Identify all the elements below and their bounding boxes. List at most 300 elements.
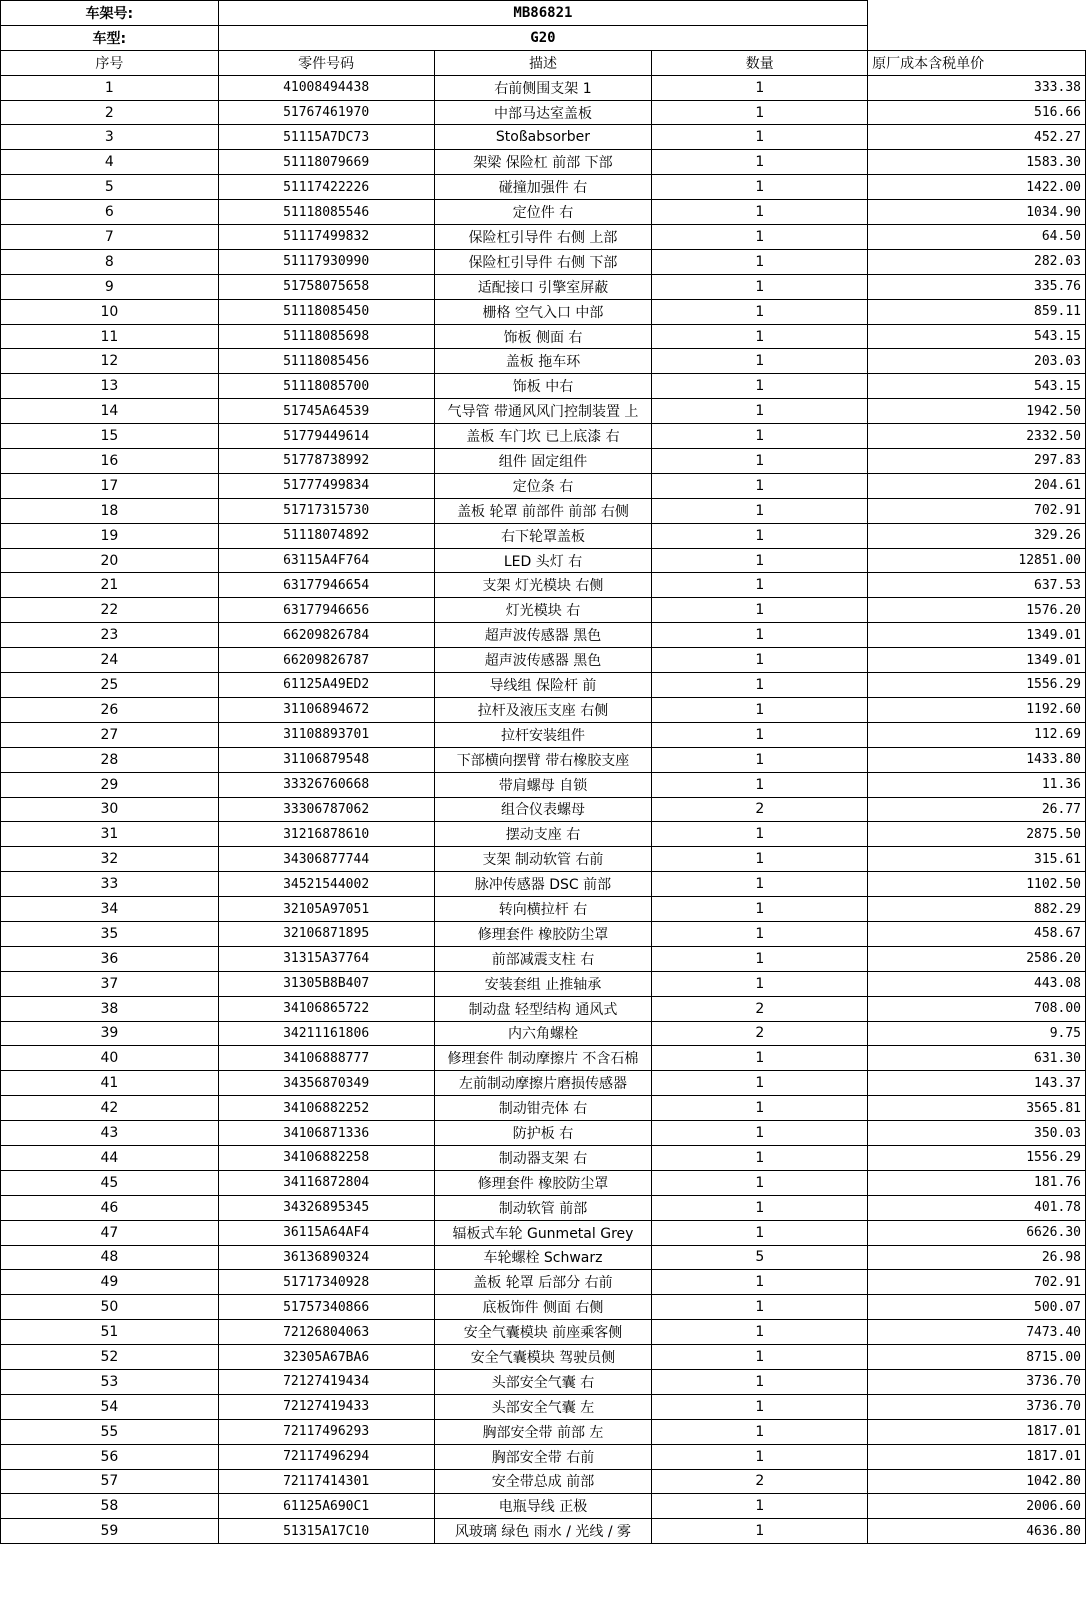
row-index-cell[interactable]: 40 [1, 1046, 219, 1071]
unit-price-cell[interactable]: 702.91 [868, 498, 1086, 523]
row-index-cell[interactable]: 36 [1, 946, 219, 971]
row-index-cell[interactable]: 14 [1, 399, 219, 424]
quantity-cell[interactable]: 1 [652, 1195, 868, 1220]
description-cell[interactable]: 修理套件 制动摩擦片 不含石棉 [434, 1046, 652, 1071]
row-index-cell[interactable]: 16 [1, 449, 219, 474]
part-number-cell[interactable]: 51778738992 [218, 449, 434, 474]
unit-price-cell[interactable]: 2332.50 [868, 424, 1086, 449]
quantity-cell[interactable]: 1 [652, 872, 868, 897]
description-cell[interactable]: 内六角螺栓 [434, 1021, 652, 1046]
quantity-cell[interactable]: 1 [652, 1096, 868, 1121]
part-number-cell[interactable]: 34326895345 [218, 1195, 434, 1220]
description-cell[interactable]: 保险杠引导件 右侧 下部 [434, 249, 652, 274]
row-index-cell[interactable]: 20 [1, 548, 219, 573]
part-number-cell[interactable]: 31216878610 [218, 822, 434, 847]
part-number-cell[interactable]: 34356870349 [218, 1071, 434, 1096]
description-cell[interactable]: 碰撞加强件 右 [434, 175, 652, 200]
unit-price-cell[interactable]: 181.76 [868, 1170, 1086, 1195]
unit-price-cell[interactable]: 64.50 [868, 225, 1086, 250]
row-index-cell[interactable]: 8 [1, 249, 219, 274]
quantity-cell[interactable]: 1 [652, 548, 868, 573]
row-index-cell[interactable]: 56 [1, 1444, 219, 1469]
unit-price-cell[interactable]: 1942.50 [868, 399, 1086, 424]
quantity-cell[interactable]: 1 [652, 225, 868, 250]
part-number-cell[interactable]: 34211161806 [218, 1021, 434, 1046]
model-value[interactable]: G20 [218, 25, 867, 50]
row-index-cell[interactable]: 53 [1, 1369, 219, 1394]
unit-price-cell[interactable]: 11.36 [868, 772, 1086, 797]
description-cell[interactable]: 饰板 中右 [434, 374, 652, 399]
description-cell[interactable]: 胸部安全带 前部 左 [434, 1419, 652, 1444]
quantity-cell[interactable]: 1 [652, 1345, 868, 1370]
part-number-cell[interactable]: 36115A64AF4 [218, 1220, 434, 1245]
part-number-cell[interactable]: 32305A67BA6 [218, 1345, 434, 1370]
row-index-cell[interactable]: 28 [1, 747, 219, 772]
unit-price-cell[interactable]: 637.53 [868, 573, 1086, 598]
unit-price-cell[interactable]: 203.03 [868, 349, 1086, 374]
row-index-cell[interactable]: 46 [1, 1195, 219, 1220]
row-index-cell[interactable]: 30 [1, 797, 219, 822]
row-index-cell[interactable]: 48 [1, 1245, 219, 1270]
row-index-cell[interactable]: 2 [1, 100, 219, 125]
description-cell[interactable]: 电瓶导线 正极 [434, 1494, 652, 1519]
row-index-cell[interactable]: 7 [1, 225, 219, 250]
unit-price-cell[interactable]: 9.75 [868, 1021, 1086, 1046]
part-number-cell[interactable]: 33306787062 [218, 797, 434, 822]
unit-price-cell[interactable]: 1102.50 [868, 872, 1086, 897]
description-cell[interactable]: 灯光模块 右 [434, 598, 652, 623]
part-number-cell[interactable]: 51117422226 [218, 175, 434, 200]
part-number-cell[interactable]: 34106882252 [218, 1096, 434, 1121]
description-cell[interactable]: 胸部安全带 右前 [434, 1444, 652, 1469]
row-index-cell[interactable]: 29 [1, 772, 219, 797]
row-index-cell[interactable]: 24 [1, 648, 219, 673]
quantity-cell[interactable]: 1 [652, 1320, 868, 1345]
part-number-cell[interactable]: 61125A49ED2 [218, 673, 434, 698]
quantity-cell[interactable]: 1 [652, 473, 868, 498]
part-number-cell[interactable]: 31315A37764 [218, 946, 434, 971]
description-cell[interactable]: 修理套件 橡胶防尘罩 [434, 1170, 652, 1195]
row-index-cell[interactable]: 50 [1, 1295, 219, 1320]
unit-price-cell[interactable]: 500.07 [868, 1295, 1086, 1320]
row-index-cell[interactable]: 43 [1, 1121, 219, 1146]
unit-price-cell[interactable]: 1817.01 [868, 1419, 1086, 1444]
row-index-cell[interactable]: 51 [1, 1320, 219, 1345]
quantity-cell[interactable]: 2 [652, 996, 868, 1021]
unit-price-cell[interactable]: 282.03 [868, 249, 1086, 274]
quantity-cell[interactable]: 1 [652, 349, 868, 374]
part-number-cell[interactable]: 34106888777 [218, 1046, 434, 1071]
part-number-cell[interactable]: 32105A97051 [218, 897, 434, 922]
row-index-cell[interactable]: 31 [1, 822, 219, 847]
quantity-cell[interactable]: 1 [652, 1369, 868, 1394]
part-number-cell[interactable]: 51767461970 [218, 100, 434, 125]
part-number-cell[interactable]: 51717315730 [218, 498, 434, 523]
part-number-cell[interactable]: 72127419434 [218, 1369, 434, 1394]
unit-price-cell[interactable]: 443.08 [868, 971, 1086, 996]
row-index-cell[interactable]: 6 [1, 200, 219, 225]
row-index-cell[interactable]: 45 [1, 1170, 219, 1195]
description-cell[interactable]: 修理套件 橡胶防尘罩 [434, 921, 652, 946]
description-cell[interactable]: 中部马达室盖板 [434, 100, 652, 125]
quantity-cell[interactable]: 1 [652, 747, 868, 772]
part-number-cell[interactable]: 51315A17C10 [218, 1519, 434, 1544]
row-index-cell[interactable]: 42 [1, 1096, 219, 1121]
quantity-cell[interactable]: 2 [652, 1469, 868, 1494]
unit-price-cell[interactable]: 112.69 [868, 722, 1086, 747]
row-index-cell[interactable]: 27 [1, 722, 219, 747]
quantity-cell[interactable]: 1 [652, 1145, 868, 1170]
quantity-cell[interactable]: 1 [652, 1419, 868, 1444]
part-number-cell[interactable]: 31108893701 [218, 722, 434, 747]
description-cell[interactable]: 定位件 右 [434, 200, 652, 225]
description-cell[interactable]: 制动软管 前部 [434, 1195, 652, 1220]
row-index-cell[interactable]: 11 [1, 324, 219, 349]
description-cell[interactable]: 前部减震支柱 右 [434, 946, 652, 971]
unit-price-cell[interactable]: 1556.29 [868, 673, 1086, 698]
unit-price-cell[interactable]: 543.15 [868, 374, 1086, 399]
quantity-cell[interactable]: 1 [652, 249, 868, 274]
description-cell[interactable]: 辐板式车轮 Gunmetal Grey [434, 1220, 652, 1245]
quantity-cell[interactable]: 1 [652, 1519, 868, 1544]
quantity-cell[interactable]: 1 [652, 1444, 868, 1469]
quantity-cell[interactable]: 1 [652, 299, 868, 324]
quantity-cell[interactable]: 1 [652, 573, 868, 598]
unit-price-cell[interactable]: 2006.60 [868, 1494, 1086, 1519]
unit-price-cell[interactable]: 2875.50 [868, 822, 1086, 847]
part-number-cell[interactable]: 33326760668 [218, 772, 434, 797]
part-number-cell[interactable]: 72126804063 [218, 1320, 434, 1345]
unit-price-cell[interactable]: 1042.80 [868, 1469, 1086, 1494]
part-number-cell[interactable]: 51117499832 [218, 225, 434, 250]
row-index-cell[interactable]: 55 [1, 1419, 219, 1444]
row-index-cell[interactable]: 34 [1, 897, 219, 922]
quantity-cell[interactable]: 1 [652, 1220, 868, 1245]
unit-price-cell[interactable]: 329.26 [868, 523, 1086, 548]
row-index-cell[interactable]: 10 [1, 299, 219, 324]
part-number-cell[interactable]: 34306877744 [218, 847, 434, 872]
row-index-cell[interactable]: 38 [1, 996, 219, 1021]
part-number-cell[interactable]: 51118085698 [218, 324, 434, 349]
quantity-cell[interactable]: 1 [652, 946, 868, 971]
description-cell[interactable]: 饰板 侧面 右 [434, 324, 652, 349]
row-index-cell[interactable]: 54 [1, 1394, 219, 1419]
part-number-cell[interactable]: 51745A64539 [218, 399, 434, 424]
row-index-cell[interactable]: 23 [1, 623, 219, 648]
quantity-cell[interactable]: 1 [652, 1121, 868, 1146]
unit-price-cell[interactable]: 516.66 [868, 100, 1086, 125]
part-number-cell[interactable]: 51757340866 [218, 1295, 434, 1320]
quantity-cell[interactable]: 1 [652, 598, 868, 623]
description-cell[interactable]: 拉杆及液压支座 右侧 [434, 697, 652, 722]
description-cell[interactable]: 防护板 右 [434, 1121, 652, 1146]
row-index-cell[interactable]: 44 [1, 1145, 219, 1170]
unit-price-cell[interactable]: 708.00 [868, 996, 1086, 1021]
description-cell[interactable]: 安全带总成 前部 [434, 1469, 652, 1494]
unit-price-cell[interactable]: 335.76 [868, 274, 1086, 299]
part-number-cell[interactable]: 31106894672 [218, 697, 434, 722]
row-index-cell[interactable]: 35 [1, 921, 219, 946]
description-cell[interactable]: 右下轮罩盖板 [434, 523, 652, 548]
row-index-cell[interactable]: 3 [1, 125, 219, 150]
row-index-cell[interactable]: 57 [1, 1469, 219, 1494]
quantity-cell[interactable]: 1 [652, 1394, 868, 1419]
row-index-cell[interactable]: 47 [1, 1220, 219, 1245]
quantity-cell[interactable]: 1 [652, 1046, 868, 1071]
quantity-cell[interactable]: 1 [652, 75, 868, 100]
description-cell[interactable]: 下部横向摆臂 带右橡胶支座 [434, 747, 652, 772]
quantity-cell[interactable]: 1 [652, 722, 868, 747]
table-row [1, 175, 1086, 200]
row-index-cell[interactable]: 41 [1, 1071, 219, 1096]
description-cell[interactable]: 栅格 空气入口 中部 [434, 299, 652, 324]
quantity-cell[interactable]: 1 [652, 150, 868, 175]
part-number-cell[interactable]: 34106871336 [218, 1121, 434, 1146]
unit-price-cell[interactable]: 12851.00 [868, 548, 1086, 573]
quantity-cell[interactable]: 1 [652, 971, 868, 996]
unit-price-cell[interactable]: 1556.29 [868, 1145, 1086, 1170]
description-cell[interactable]: 拉杆安装组件 [434, 722, 652, 747]
row-index-cell[interactable]: 39 [1, 1021, 219, 1046]
part-number-cell[interactable]: 51118085450 [218, 299, 434, 324]
quantity-cell[interactable]: 1 [652, 847, 868, 872]
part-number-cell[interactable]: 31106879548 [218, 747, 434, 772]
unit-price-cell[interactable]: 1034.90 [868, 200, 1086, 225]
description-cell[interactable]: 盖板 轮罩 后部分 右前 [434, 1270, 652, 1295]
description-cell[interactable]: 转向横拉杆 右 [434, 897, 652, 922]
unit-price-cell[interactable]: 2586.20 [868, 946, 1086, 971]
description-cell[interactable]: 盖板 轮罩 前部件 前部 右侧 [434, 498, 652, 523]
description-cell[interactable]: 组合仪表螺母 [434, 797, 652, 822]
part-number-cell[interactable]: 66209826787 [218, 648, 434, 673]
quantity-cell[interactable]: 1 [652, 1494, 868, 1519]
unit-price-cell[interactable]: 8715.00 [868, 1345, 1086, 1370]
unit-price-cell[interactable]: 3565.81 [868, 1096, 1086, 1121]
part-number-cell[interactable]: 51717340928 [218, 1270, 434, 1295]
description-cell[interactable]: 超声波传感器 黑色 [434, 648, 652, 673]
quantity-cell[interactable]: 1 [652, 1295, 868, 1320]
part-number-cell[interactable]: 51779449614 [218, 424, 434, 449]
quantity-cell[interactable]: 1 [652, 697, 868, 722]
part-number-cell[interactable]: 63115A4F764 [218, 548, 434, 573]
description-cell[interactable]: 盖板 车门坎 已上底漆 右 [434, 424, 652, 449]
part-number-cell[interactable]: 72127419433 [218, 1394, 434, 1419]
description-cell[interactable]: 制动器支架 右 [434, 1145, 652, 1170]
quantity-cell[interactable]: 5 [652, 1245, 868, 1270]
unit-price-cell[interactable]: 315.61 [868, 847, 1086, 872]
unit-price-cell[interactable]: 6626.30 [868, 1220, 1086, 1245]
row-index-cell[interactable]: 37 [1, 971, 219, 996]
part-number-cell[interactable]: 51118085700 [218, 374, 434, 399]
unit-price-cell[interactable]: 1422.00 [868, 175, 1086, 200]
quantity-cell[interactable]: 1 [652, 921, 868, 946]
table-row [1, 1494, 1086, 1519]
row-index-cell[interactable]: 32 [1, 847, 219, 872]
row-index-cell[interactable]: 1 [1, 75, 219, 100]
row-index-cell[interactable]: 22 [1, 598, 219, 623]
description-cell[interactable]: 右前侧围支架 1 [434, 75, 652, 100]
part-number-cell[interactable]: 51117930990 [218, 249, 434, 274]
description-cell[interactable]: 左前制动摩擦片磨损传感器 [434, 1071, 652, 1096]
description-cell[interactable]: LED 头灯 右 [434, 548, 652, 573]
quantity-cell[interactable]: 1 [652, 449, 868, 474]
unit-price-cell[interactable]: 458.67 [868, 921, 1086, 946]
unit-price-cell[interactable]: 1349.01 [868, 648, 1086, 673]
description-cell[interactable]: 适配接口 引擎室屏蔽 [434, 274, 652, 299]
part-number-cell[interactable]: 63177946654 [218, 573, 434, 598]
unit-price-cell[interactable]: 401.78 [868, 1195, 1086, 1220]
quantity-cell[interactable]: 1 [652, 399, 868, 424]
quantity-cell[interactable]: 1 [652, 1270, 868, 1295]
part-number-cell[interactable]: 51118085546 [218, 200, 434, 225]
unit-price-cell[interactable]: 297.83 [868, 449, 1086, 474]
unit-price-cell[interactable]: 1192.60 [868, 697, 1086, 722]
description-cell[interactable]: Stoßabsorber [434, 125, 652, 150]
quantity-cell[interactable]: 1 [652, 424, 868, 449]
description-cell[interactable]: 定位条 右 [434, 473, 652, 498]
unit-price-cell[interactable]: 1576.20 [868, 598, 1086, 623]
quantity-cell[interactable]: 1 [652, 1170, 868, 1195]
quantity-cell[interactable]: 1 [652, 200, 868, 225]
unit-price-cell[interactable]: 702.91 [868, 1270, 1086, 1295]
part-number-cell[interactable]: 34106865722 [218, 996, 434, 1021]
description-cell[interactable]: 制动钳壳体 右 [434, 1096, 652, 1121]
unit-price-cell[interactable]: 333.38 [868, 75, 1086, 100]
part-number-cell[interactable]: 51777499834 [218, 473, 434, 498]
description-cell[interactable]: 头部安全气囊 右 [434, 1369, 652, 1394]
part-number-cell[interactable]: 63177946656 [218, 598, 434, 623]
description-cell[interactable]: 支架 灯光模块 右侧 [434, 573, 652, 598]
description-cell[interactable]: 导线组 保险杆 前 [434, 673, 652, 698]
row-index-cell[interactable]: 58 [1, 1494, 219, 1519]
unit-price-cell[interactable]: 143.37 [868, 1071, 1086, 1096]
unit-price-cell[interactable]: 7473.40 [868, 1320, 1086, 1345]
row-index-cell[interactable]: 26 [1, 697, 219, 722]
unit-price-cell[interactable]: 631.30 [868, 1046, 1086, 1071]
part-number-cell[interactable]: 72117414301 [218, 1469, 434, 1494]
quantity-cell[interactable]: 1 [652, 100, 868, 125]
row-index-cell[interactable]: 12 [1, 349, 219, 374]
row-index-cell[interactable]: 49 [1, 1270, 219, 1295]
part-number-cell[interactable]: 34106882258 [218, 1145, 434, 1170]
row-index-cell[interactable]: 25 [1, 673, 219, 698]
row-index-cell[interactable]: 17 [1, 473, 219, 498]
row-index-cell[interactable]: 52 [1, 1345, 219, 1370]
unit-price-cell[interactable]: 26.77 [868, 797, 1086, 822]
part-number-cell[interactable]: 51115A7DC73 [218, 125, 434, 150]
description-cell[interactable]: 盖板 拖车环 [434, 349, 652, 374]
description-cell[interactable]: 头部安全气囊 左 [434, 1394, 652, 1419]
unit-price-cell[interactable]: 452.27 [868, 125, 1086, 150]
unit-price-cell[interactable]: 1349.01 [868, 623, 1086, 648]
quantity-cell[interactable]: 1 [652, 1071, 868, 1096]
unit-price-cell[interactable]: 1433.80 [868, 747, 1086, 772]
unit-price-cell[interactable]: 26.98 [868, 1245, 1086, 1270]
unit-price-cell[interactable]: 350.03 [868, 1121, 1086, 1146]
unit-price-cell[interactable]: 1817.01 [868, 1444, 1086, 1469]
description-cell[interactable]: 制动盘 轻型结构 通风式 [434, 996, 652, 1021]
description-cell[interactable]: 安全气囊模块 前座乘客侧 [434, 1320, 652, 1345]
row-index-cell[interactable]: 33 [1, 872, 219, 897]
description-cell[interactable]: 支架 制动软管 右前 [434, 847, 652, 872]
part-number-cell[interactable]: 32106871895 [218, 921, 434, 946]
row-index-cell[interactable]: 19 [1, 523, 219, 548]
unit-price-cell[interactable]: 3736.70 [868, 1394, 1086, 1419]
description-cell[interactable]: 脉冲传感器 DSC 前部 [434, 872, 652, 897]
unit-price-cell[interactable]: 3736.70 [868, 1369, 1086, 1394]
unit-price-cell[interactable]: 859.11 [868, 299, 1086, 324]
quantity-cell[interactable]: 1 [652, 673, 868, 698]
table-row [1, 125, 1086, 150]
row-index-cell[interactable]: 13 [1, 374, 219, 399]
description-cell[interactable]: 带肩螺母 自锁 [434, 772, 652, 797]
row-index-cell[interactable]: 5 [1, 175, 219, 200]
description-cell[interactable]: 摆动支座 右 [434, 822, 652, 847]
part-number-cell[interactable]: 51118074892 [218, 523, 434, 548]
unit-price-cell[interactable]: 4636.80 [868, 1519, 1086, 1544]
part-number-cell[interactable]: 31305B8B407 [218, 971, 434, 996]
description-cell[interactable]: 气导管 带通风风门控制装置 上 [434, 399, 652, 424]
part-number-cell[interactable]: 34521544002 [218, 872, 434, 897]
description-cell[interactable]: 车轮螺栓 Schwarz [434, 1245, 652, 1270]
part-number-cell[interactable]: 51118085456 [218, 349, 434, 374]
description-cell[interactable]: 安装套组 止推轴承 [434, 971, 652, 996]
part-number-cell[interactable]: 61125A690C1 [218, 1494, 434, 1519]
quantity-cell[interactable]: 1 [652, 374, 868, 399]
quantity-cell[interactable]: 1 [652, 274, 868, 299]
description-cell[interactable]: 保险杠引导件 右侧 上部 [434, 225, 652, 250]
unit-price-cell[interactable]: 204.61 [868, 473, 1086, 498]
row-index-cell[interactable]: 59 [1, 1519, 219, 1544]
description-cell[interactable]: 组件 固定组件 [434, 449, 652, 474]
quantity-cell[interactable]: 1 [652, 772, 868, 797]
quantity-cell[interactable]: 1 [652, 623, 868, 648]
row-index-cell[interactable]: 15 [1, 424, 219, 449]
quantity-cell[interactable]: 1 [652, 125, 868, 150]
part-number-cell[interactable]: 36136890324 [218, 1245, 434, 1270]
quantity-cell[interactable]: 2 [652, 1021, 868, 1046]
quantity-cell[interactable]: 1 [652, 648, 868, 673]
part-number-cell[interactable]: 72117496294 [218, 1444, 434, 1469]
part-number-cell[interactable]: 34116872804 [218, 1170, 434, 1195]
description-cell[interactable]: 底板饰件 侧面 右侧 [434, 1295, 652, 1320]
unit-price-cell[interactable]: 1583.30 [868, 150, 1086, 175]
part-number-cell[interactable]: 51118079669 [218, 150, 434, 175]
quantity-cell[interactable]: 1 [652, 897, 868, 922]
unit-price-cell[interactable]: 543.15 [868, 324, 1086, 349]
unit-price-cell[interactable]: 882.29 [868, 897, 1086, 922]
row-index-cell[interactable]: 18 [1, 498, 219, 523]
description-cell[interactable]: 架梁 保险杠 前部 下部 [434, 150, 652, 175]
quantity-cell[interactable]: 1 [652, 822, 868, 847]
part-number-cell[interactable]: 66209826784 [218, 623, 434, 648]
quantity-cell[interactable]: 1 [652, 498, 868, 523]
quantity-cell[interactable]: 1 [652, 523, 868, 548]
frame-number-value[interactable]: MB86821 [218, 1, 867, 26]
row-index-cell[interactable]: 4 [1, 150, 219, 175]
row-index-cell[interactable]: 21 [1, 573, 219, 598]
quantity-cell[interactable]: 1 [652, 175, 868, 200]
description-cell[interactable]: 超声波传感器 黑色 [434, 623, 652, 648]
row-index-cell[interactable]: 9 [1, 274, 219, 299]
part-number-cell[interactable]: 72117496293 [218, 1419, 434, 1444]
part-number-cell[interactable]: 51758075658 [218, 274, 434, 299]
description-cell[interactable]: 风玻璃 绿色 雨水 / 光线 / 雾 [434, 1519, 652, 1544]
quantity-cell[interactable]: 2 [652, 797, 868, 822]
quantity-cell[interactable]: 1 [652, 324, 868, 349]
description-cell[interactable]: 安全气囊模块 驾驶员侧 [434, 1345, 652, 1370]
part-number-cell[interactable]: 41008494438 [218, 75, 434, 100]
